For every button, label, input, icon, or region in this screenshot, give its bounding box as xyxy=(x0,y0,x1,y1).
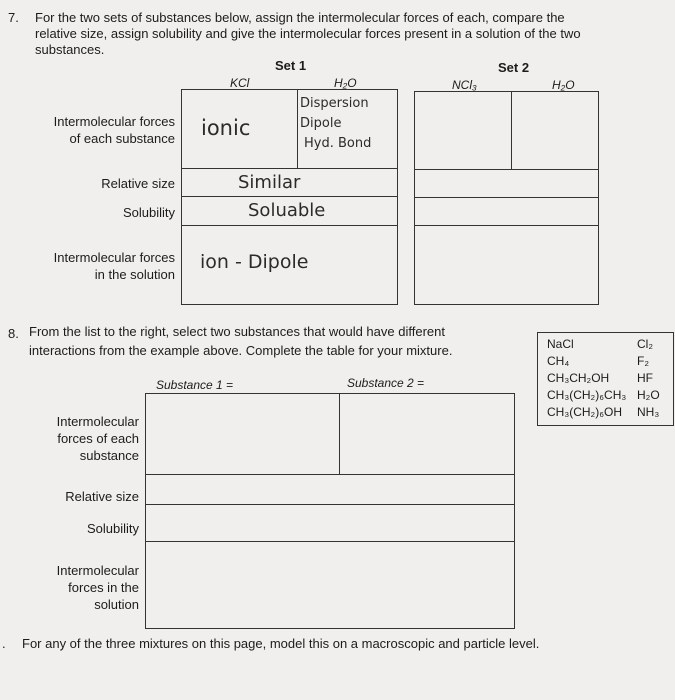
set2-imf-b-cell[interactable] xyxy=(511,91,599,170)
set1-label: Set 1 xyxy=(275,58,307,73)
q8-line1: From the list to the right, select two substances that would have different xyxy=(29,324,445,339)
q7-row-label-solubility: Solubility xyxy=(122,205,175,220)
q9-number: . xyxy=(2,636,6,651)
substance-option[interactable]: CH₄ xyxy=(547,354,570,368)
q8-relative-size-cell[interactable] xyxy=(145,474,515,505)
handwriting-solution-imf: ion - Dipole xyxy=(200,251,309,273)
set2-substance-a: NCl₃ xyxy=(452,78,477,92)
substance-option[interactable]: Cl₂ xyxy=(637,337,653,351)
q7-row-label-solution-imf xyxy=(20,249,175,283)
q8-number: 8. xyxy=(8,326,19,341)
substance2-label: Substance 2 = xyxy=(347,376,425,390)
q8-row-label-solubility: Solubility xyxy=(86,521,139,536)
q7-text: For the two sets of substances below, assign the intermolecular forces of each, compare the relative size, assign solubility and give the intermolecular forces present in a solution of the two substances. xyxy=(35,10,581,57)
handwriting-solubility: Soluable xyxy=(248,200,326,221)
q8-line2: interactions from the example above. Complete the table for your mixture. xyxy=(29,343,453,358)
set2-imf-a-cell[interactable] xyxy=(414,91,512,170)
q8-row-label-sol-line1: Intermolecular xyxy=(56,563,139,578)
q9-text: For any of the three mixtures on this page, model this on a macroscopic and particle level. xyxy=(22,636,540,651)
handwriting-h2o-imf-1: Dispersion xyxy=(300,96,369,111)
set2-relative-size-cell[interactable] xyxy=(414,169,599,198)
set2-label: Set 2 xyxy=(498,60,530,75)
set1-substance-b: H₂O xyxy=(334,76,357,90)
set2-substance-b: H₂O xyxy=(552,78,575,92)
q8-row-label-imf xyxy=(10,413,139,464)
q8-row-label-imf-line1: Intermolecular xyxy=(56,414,139,429)
substance-option[interactable]: CH₃(CH₂)₆OH xyxy=(547,405,623,419)
substance-option[interactable]: NH₃ xyxy=(637,405,660,419)
handwriting-h2o-imf-3: Hyd. Bond xyxy=(304,136,372,151)
set2-solution-imf-cell[interactable] xyxy=(414,225,599,305)
q7-row-label-solution-imf-line1: Intermolecular forces xyxy=(53,250,175,265)
set2-solubility-cell[interactable] xyxy=(414,197,599,226)
q7-row-label-relative-size: Relative size xyxy=(101,176,175,191)
substance-option[interactable]: CH₃CH₂OH xyxy=(547,371,610,385)
substance-list-right xyxy=(637,336,660,421)
q8-imf-substance1-cell[interactable] xyxy=(145,393,340,475)
q8-row-label-imf-line2: forces of each xyxy=(57,431,139,446)
q7-row-label-imf-line2: of each substance xyxy=(69,131,175,146)
substance-option[interactable]: F₂ xyxy=(637,354,649,368)
q8-row-label-sol-line3: solution xyxy=(94,597,139,612)
set1-substance-a: KCl xyxy=(230,76,250,90)
q7-number: 7. xyxy=(8,10,19,25)
substance-option[interactable]: HF xyxy=(637,371,653,385)
substance-option[interactable]: NaCl xyxy=(547,337,574,351)
q8-imf-substance2-cell[interactable] xyxy=(339,393,515,475)
q8-row-label-relative-size: Relative size xyxy=(65,489,139,504)
substance1-label: Substance 1 = xyxy=(156,378,234,392)
handwriting-h2o-imf-2: Dipole xyxy=(300,116,342,131)
q8-solution-imf-cell[interactable] xyxy=(145,541,515,629)
q8-row-label-solution-imf xyxy=(10,562,139,613)
handwriting-h2o-imf xyxy=(300,94,371,154)
substance-list-left xyxy=(547,336,626,421)
handwriting-relative-size: Similar xyxy=(238,172,301,193)
q7-row-label-solution-imf-line2: in the solution xyxy=(94,267,175,282)
q8-row-label-imf-line3: substance xyxy=(79,448,139,463)
substance-option[interactable]: H₂O xyxy=(637,388,660,402)
q7-row-label-imf xyxy=(20,113,175,147)
substance-option[interactable]: CH₃(CH₂)₆CH₃ xyxy=(547,388,627,402)
q8-solubility-cell[interactable] xyxy=(145,504,515,542)
handwriting-kcl-imf: ionic xyxy=(201,116,251,140)
q8-row-label-sol-line2: forces in the xyxy=(68,580,139,595)
q7-row-label-imf-line1: Intermolecular forces xyxy=(53,114,175,129)
